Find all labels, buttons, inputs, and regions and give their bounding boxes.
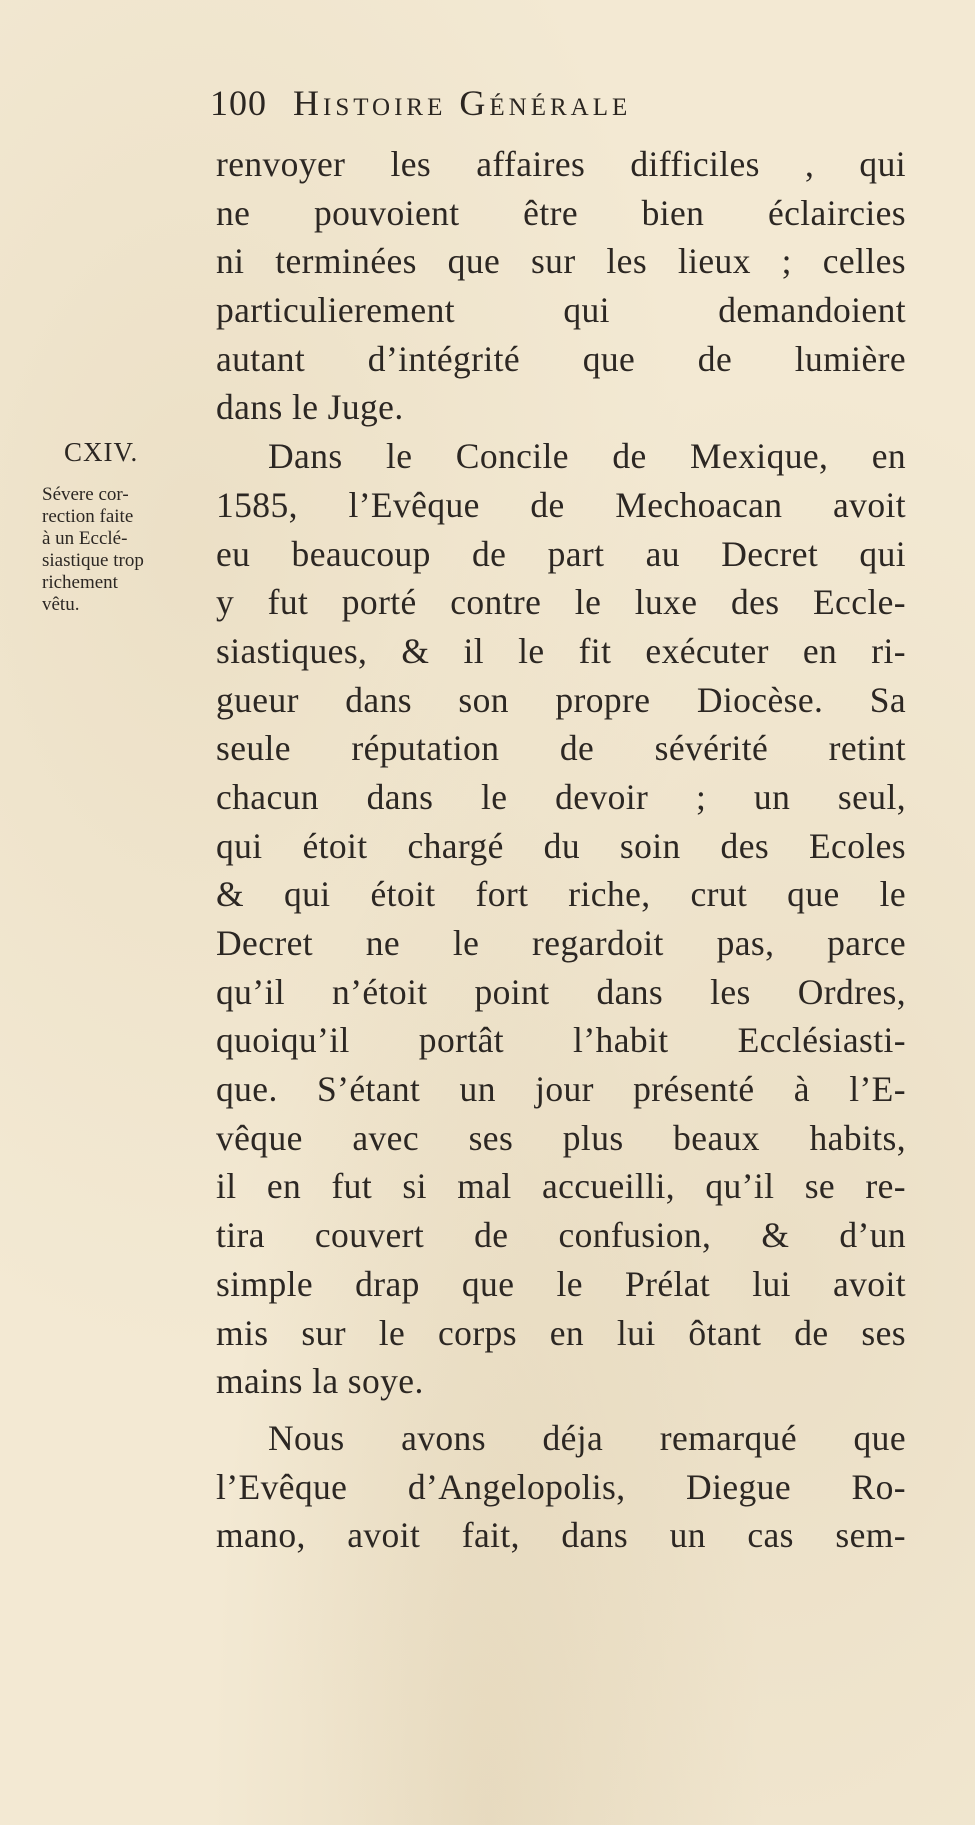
running-header [210, 82, 910, 132]
text-line: seule réputation de sévérité retint [216, 728, 906, 769]
text-line: vêque avec ses plus beaux habits, [216, 1117, 906, 1158]
text-line: siastiques, & il le fit exécuter en ri- [216, 630, 906, 671]
text-line: mis sur le corps en lui ôtant de ses [216, 1312, 906, 1353]
paragraph-gap [216, 1406, 906, 1414]
text-line: 1585, l’Evêque de Mechoacan avoit [216, 484, 906, 525]
marginal-note-line: rection faite [42, 506, 134, 527]
paragraph-start-line: Nous avons déja remarqué que [268, 1417, 906, 1458]
text-line: l’Evêque d’Angelopolis, Diegue Ro- [216, 1466, 906, 1507]
section-number: CXIV. [64, 437, 139, 467]
text-line: eu beaucoup de part au Decret qui [216, 533, 906, 574]
marginal-note-line: richement [42, 572, 118, 593]
text-line: il en fut si mal accueilli, qu’il se re- [216, 1166, 906, 1207]
text-line: que. S’étant un jour présenté à l’E- [216, 1069, 906, 1110]
text-line: chacun dans le devoir ; un seul, [216, 776, 906, 817]
text-line: dans le Juge. [216, 387, 404, 428]
text-line: ni terminées que sur les lieux ; celles [216, 241, 906, 282]
text-line: & qui étoit fort riche, crut que le [216, 874, 906, 915]
marginal-note-line: à un Ecclé- [42, 528, 128, 549]
text-line: renvoyer les affaires difficiles , qui [216, 144, 906, 184]
paragraph-start-line: Dans le Concile de Mexique, en [268, 436, 906, 477]
text-line: Decret ne le regardoit pas, parce [216, 923, 906, 963]
text-line: tira couvert de confusion, & d’un [216, 1215, 906, 1256]
text-line: mains la soye. [216, 1361, 424, 1402]
text-line: particulierement qui demandoient [216, 290, 906, 331]
text-line: quoiqu’il portât l’habit Ecclésiasti- [216, 1020, 906, 1061]
text-line: y fut porté contre le luxe des Eccle- [216, 582, 906, 623]
text-line: gueur dans son propre Diocèse. Sa [216, 679, 906, 720]
marginal-note-line: Sévere cor- [42, 484, 129, 505]
marginal-note-line: siastique trop [42, 550, 144, 571]
text-line: mano, avoit fait, dans un cas sem- [216, 1515, 906, 1556]
running-title: Histoire Générale [293, 83, 632, 123]
text-line: qui étoit chargé du soin des Ecoles [216, 825, 906, 866]
marginal-note [42, 484, 217, 616]
body-text [216, 140, 906, 1560]
text-line: ne pouvoient être bien éclaircies [216, 192, 906, 233]
text-line: simple drap que le Prélat lui avoit [216, 1263, 906, 1304]
page-number: 100 [210, 83, 267, 123]
marginal-note-line: vêtu. [42, 594, 80, 615]
text-line: autant d’intégrité que de lumière [216, 338, 906, 379]
text-line: qu’il n’étoit point dans les Ordres, [216, 971, 906, 1012]
